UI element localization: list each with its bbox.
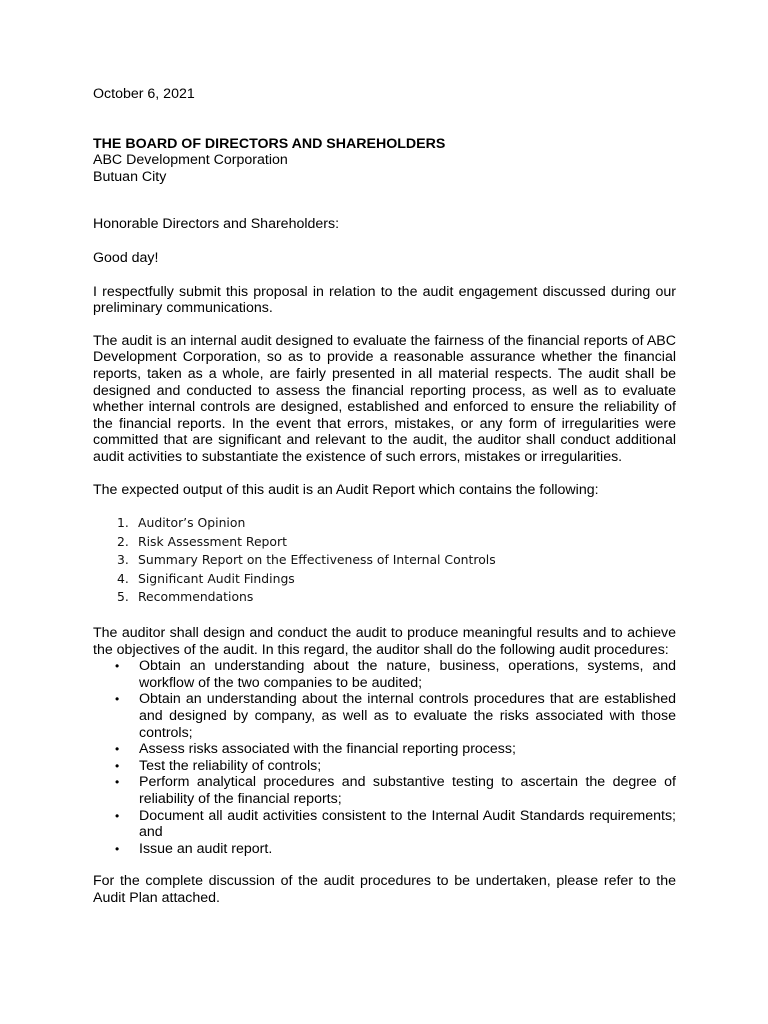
bullet-icon: •: [115, 742, 120, 757]
list-item: [93, 808, 676, 841]
list-item: [117, 570, 676, 589]
bullet-icon: •: [115, 692, 120, 707]
procedures-intro-paragraph: The auditor shall design and conduct the audit to produce meaningful results and to achieve the objectives of the audit. In this regard, the auditor shall do the following audit procedures:: [93, 625, 676, 658]
list-item-text: Summary Report on the Effectiveness of Internal Controls: [138, 552, 496, 568]
bullet-icon: •: [115, 659, 120, 674]
bullet-icon: •: [115, 758, 120, 773]
bullet-icon: •: [115, 841, 120, 856]
addressee-city: Butuan City: [93, 168, 167, 185]
list-item: [93, 758, 676, 775]
expected-output-paragraph: The expected output of this audit is an Audit Report which contains the following:: [93, 481, 599, 498]
bullet-icon: •: [115, 775, 120, 790]
closing-paragraph: For the complete discussion of the audit procedures to be undertaken, please refer to the Audit Plan attached.: [93, 873, 676, 906]
list-item-text: Recommendations: [138, 589, 254, 605]
deliverables-list: [93, 514, 676, 607]
salutation: Honorable Directors and Shareholders:: [93, 216, 340, 233]
greeting: Good day!: [93, 249, 159, 266]
bullet-icon: •: [115, 808, 120, 823]
list-item: [117, 588, 676, 607]
list-item: [93, 658, 676, 691]
list-item-text: Document all audit activities consistent to the Internal Audit Standards requirements; and: [139, 807, 676, 841]
list-item-text: Test the reliability of controls;: [139, 757, 322, 774]
list-number: 3.: [117, 552, 129, 568]
list-number: 4.: [117, 570, 129, 586]
list-item: [117, 533, 676, 552]
letter-page: [93, 86, 676, 907]
list-item-text: Significant Audit Findings: [138, 570, 295, 586]
letter-date: October 6, 2021: [93, 86, 195, 102]
procedures-list: [93, 658, 676, 857]
list-item: [117, 551, 676, 570]
list-item-text: Perform analytical procedures and substantive testing to ascertain the degree of reliability of the financial reports;: [139, 774, 676, 807]
addressee-title: THE BOARD OF DIRECTORS AND SHAREHOLDERS: [93, 135, 446, 152]
list-item-text: Obtain an understanding about the nature, business, operations, systems, and workflow of the two companies to be audited;: [139, 658, 676, 691]
list-item: [93, 774, 676, 807]
list-item-text: Issue an audit report.: [139, 840, 273, 857]
list-number: 1.: [117, 515, 129, 531]
list-number: 2.: [117, 533, 129, 549]
intro-paragraph: I respectfully submit this proposal in relation to the audit engagement discussed during our preliminary communications.: [93, 283, 676, 317]
list-item: [93, 841, 676, 858]
list-item-text: Obtain an understanding about the internal controls procedures that are established and designed by company, as well as to evaluate the risks associated with those controls;: [139, 691, 676, 741]
list-item: [93, 691, 676, 741]
addressee-company: ABC Development Corporation: [93, 152, 288, 169]
list-item: [93, 741, 676, 758]
list-item-text: Auditor’s Opinion: [138, 515, 246, 531]
list-item-text: Risk Assessment Report: [138, 533, 287, 549]
addressee-block: [93, 136, 676, 186]
scope-paragraph: The audit is an internal audit designed to evaluate the fairness of the financial reports of ABC Development Corporation, so as to provide a reasonable assurance whether the financial reports, taken as a whole, are fairly presented in all material respects. The audit shall be designed and conducted to assess the financial reporting process, as well as to evaluate whether internal controls are designed, established and enforced to ensure the reliability of the financial reports. In the event that errors, mistakes, or any form of irregularities were committed that are significant and relevant to the audit, the auditor shall conduct additional audit activities to substantiate the existence of such errors, mistakes or irregularities.: [93, 332, 676, 465]
list-number: 5.: [117, 589, 129, 605]
list-item: [117, 514, 676, 533]
list-item-text: Assess risks associated with the financial reporting process;: [139, 741, 516, 758]
